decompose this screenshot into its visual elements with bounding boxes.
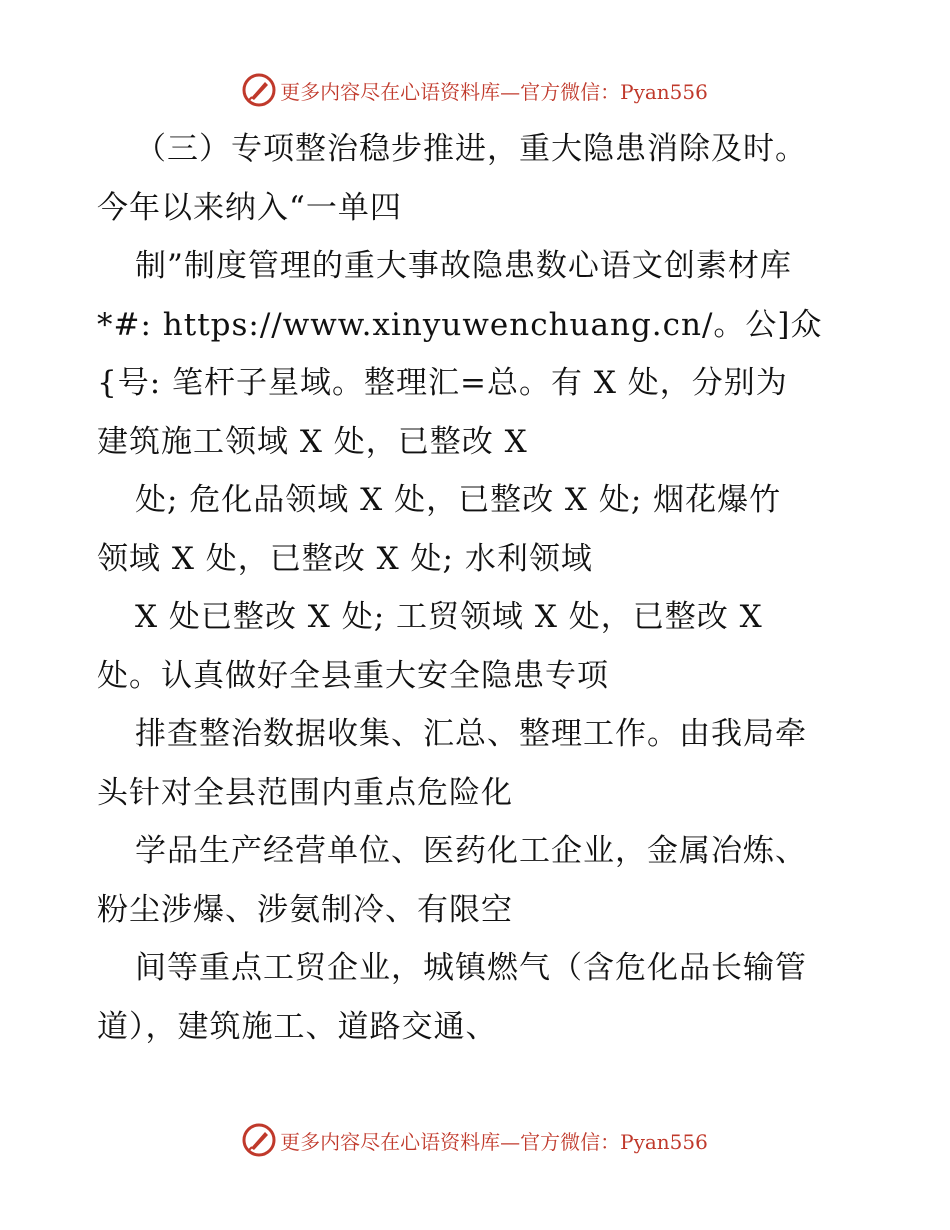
header-banner [0, 70, 950, 110]
body-line: X 处已整改 X 处; 工贸领域 X 处，已整改 X [135, 599, 763, 635]
footer-banner [0, 1120, 950, 1160]
quill-logo-icon [242, 73, 276, 107]
body-line: （三）专项整治稳步推进，重大隐患消除及时。 [135, 131, 807, 167]
body-line: 建筑施工领域 X 处，已整改 X [97, 423, 528, 460]
body-line: 间等重点工贸企业，城镇燃气（含危化品长输管 [135, 950, 807, 986]
body-line: {号: 笔杆子星域。整理汇=总。有 X 处，分别为 [97, 365, 788, 401]
body-line: 领域 X 处，已整改 X 处; 水利领域 [97, 540, 593, 577]
document-body [97, 120, 857, 1056]
body-line: 排查整治数据收集、汇总、整理工作。由我局牵 [135, 716, 807, 752]
body-line: *#: https://www.xinyuwenchuang.cn/。公]众 [97, 306, 823, 343]
body-line: 处。认真做好全县重大安全隐患专项 [97, 657, 609, 694]
body-line: 今年以来纳入“一单四 [97, 189, 402, 226]
body-line: 学品生产经营单位、医药化工企业，金属冶炼、 [135, 833, 807, 869]
body-line: 粉尘涉爆、涉氨制冷、有限空 [97, 891, 513, 928]
body-line: 头针对全县范围内重点危险化 [97, 774, 513, 811]
quill-logo-icon [242, 1123, 276, 1157]
body-line: 制”制度管理的重大事故隐患数心语文创素材库 [135, 248, 792, 284]
header-banner-text: 更多内容尽在心语资料库—官方微信：Pyan556 [280, 79, 708, 104]
body-line: 处; 危化品领域 X 处，已整改 X 处; 烟花爆竹 [135, 482, 782, 518]
footer-banner-text: 更多内容尽在心语资料库—官方微信：Pyan556 [280, 1129, 708, 1154]
body-line: 道），建筑施工、道路交通、 [97, 1008, 498, 1045]
